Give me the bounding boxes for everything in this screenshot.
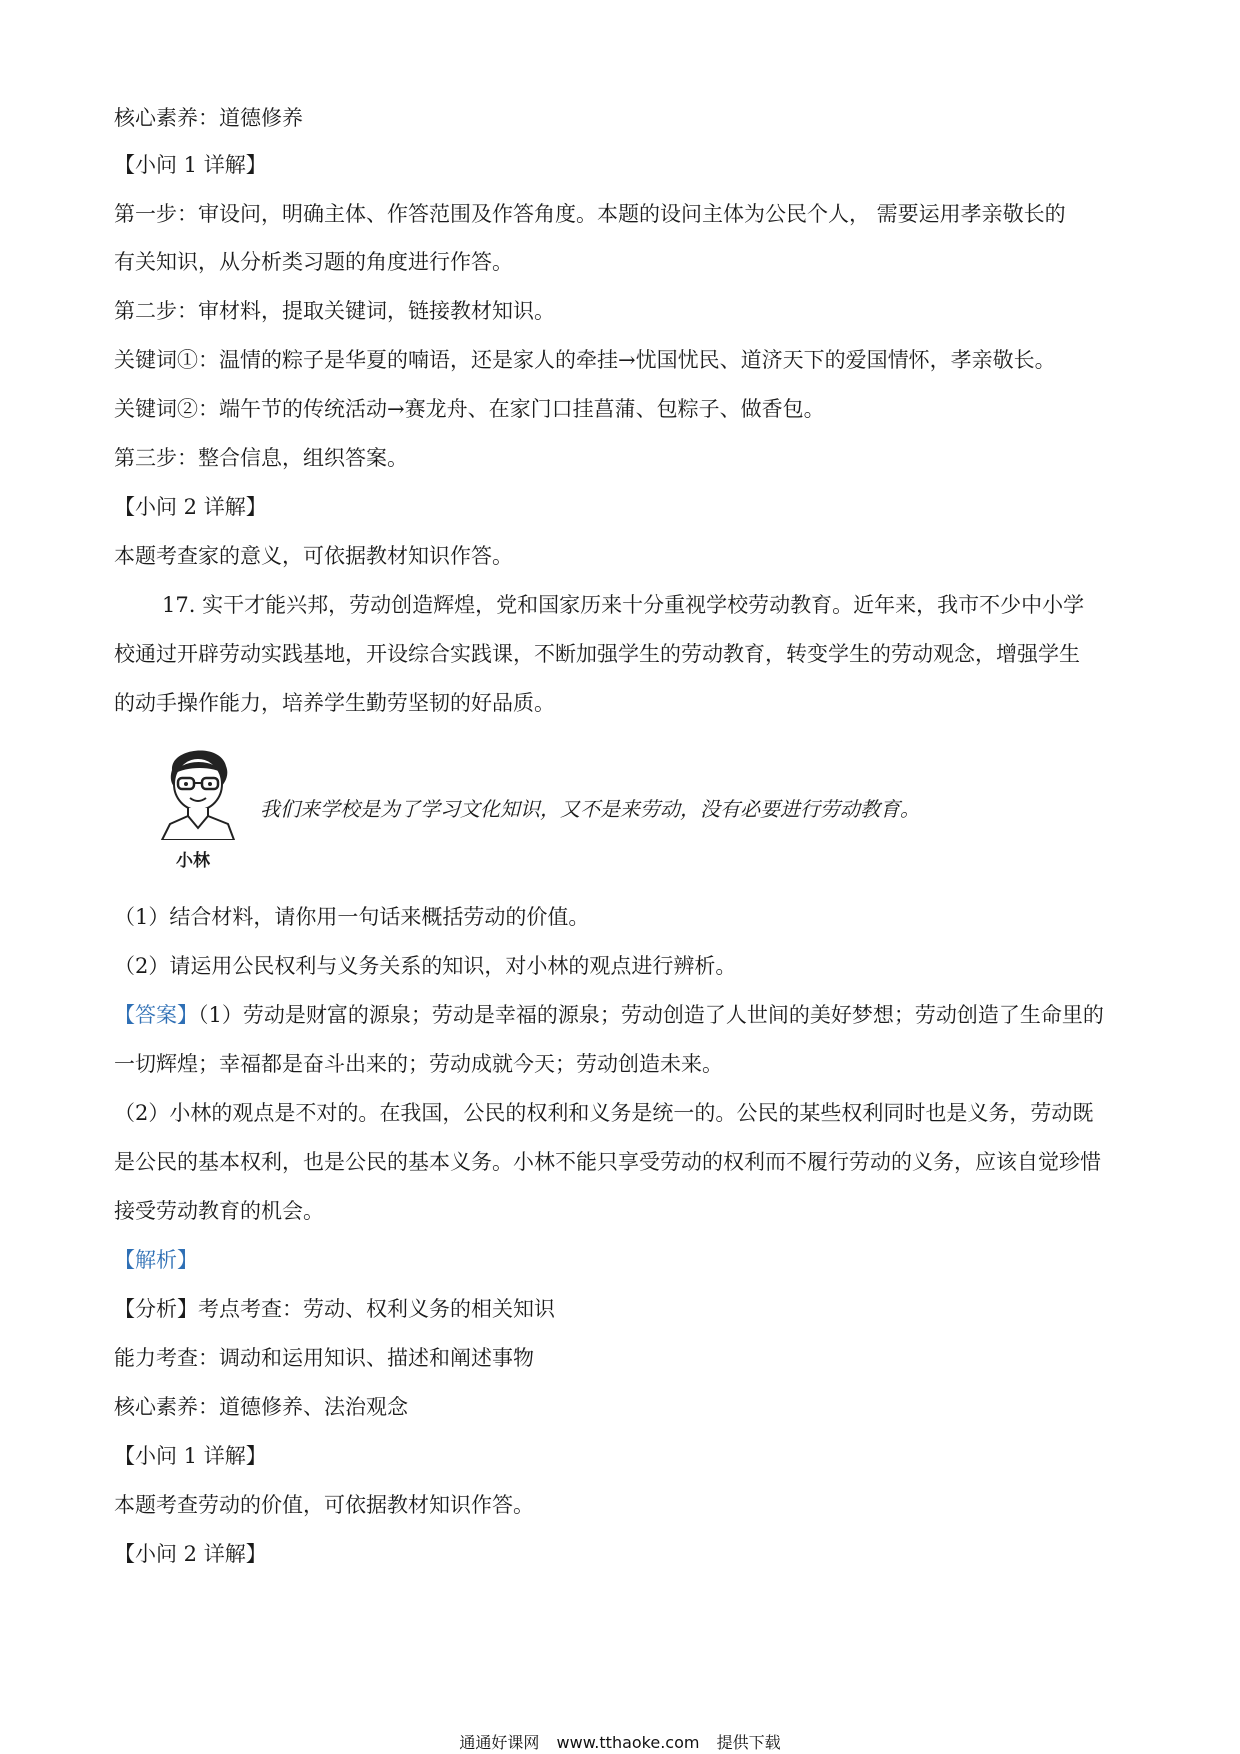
footer: [0, 1730, 1240, 1753]
footer-suffix: 提供下载: [716, 1733, 781, 1752]
answer-line-5: 接受劳动教育的机会。: [114, 1199, 324, 1223]
answer-line-4: 是公民的基本权利，也是公民的基本义务。小林不能只享受劳动的权利而不履行劳动的义务，应该自觉珍惜: [114, 1150, 1101, 1174]
answer-line-1: [114, 1000, 1104, 1030]
question-17-paragraph-line-1: 17. 实干才能兴邦，劳动创造辉煌，党和国家历来十分重视学校劳动教育。近年来，我市不少中小学: [162, 593, 1085, 617]
sub-question-2-heading: 【小问 2 详解】: [114, 495, 267, 519]
figure-caption: 小林: [176, 851, 210, 871]
answer-tag: 【答案】: [114, 1003, 198, 1027]
ability-line: 能力考查：调动和运用知识、描述和阐述事物: [114, 1346, 534, 1370]
footer-url-link[interactable]: www.tthaoke.com: [556, 1733, 700, 1752]
keyword-one-line: 关键词①：温情的粽子是华夏的喃语，还是家人的牵挂→忧国忧民、道济天下的爱国情怀，孝亲敬长。: [114, 348, 1056, 372]
question-17-paragraph-line-2: 校通过开辟劳动实践基地，开设综合实践课，不断加强学生的劳动教育，转变学生的劳动观念，增强学生: [114, 642, 1080, 666]
core-literacy-line-2: 核心素养：道德修养、法治观念: [114, 1395, 408, 1419]
sub-question-2-prompt: （2）请运用公民权利与义务关系的知识，对小林的观点进行辨析。: [114, 954, 737, 978]
xiaolin-cartoon-icon: [150, 740, 246, 840]
sub-question-1-detail-heading: 【小问 1 详解】: [114, 1444, 267, 1468]
sub-question-2-detail-heading: 【小问 2 详解】: [114, 1542, 267, 1566]
question-17-paragraph-line-3: 的动手操作能力，培养学生勤劳坚韧的好品质。: [114, 691, 555, 715]
step-three-line: 第三步：整合信息，组织答案。: [114, 446, 408, 470]
keyword-two-line: 关键词②：端午节的传统活动→赛龙舟、在家门口挂菖蒲、包粽子、做香包。: [114, 397, 825, 421]
step-one-continued: 有关知识，从分析类习题的角度进行作答。: [114, 250, 513, 274]
analysis-topic-line: 【分析】考点考查：劳动、权利义务的相关知识: [114, 1297, 555, 1321]
analysis-tag: 【解析】: [114, 1248, 198, 1272]
sub-question-1-heading: 【小问 1 详解】: [114, 153, 267, 177]
footer-site-name: 通通好课网: [459, 1733, 540, 1752]
labor-value-line: 本题考查劳动的价值，可依据教材知识作答。: [114, 1493, 534, 1517]
sub-question-1-prompt: （1）结合材料，请你用一句话来概括劳动的价值。: [114, 905, 590, 929]
step-two-line: 第二步：审材料，提取关键词，链接教材知识。: [114, 299, 555, 323]
xiaolin-speech: 我们来学校是为了学习文化知识，又不是来劳动，没有必要进行劳动教育。: [260, 797, 920, 821]
step-one-line: 第一步：审设问，明确主体、作答范围及作答角度。本题的设问主体为公民个人， 需要运用孝亲敬长的: [114, 202, 1066, 226]
home-meaning-line: 本题考查家的意义，可依据教材知识作答。: [114, 544, 513, 568]
answer-text-1: （1）劳动是财富的源泉；劳动是幸福的源泉；劳动创造了人世间的美好梦想；劳动创造了生命里的: [198, 1003, 1104, 1027]
core-literacy-line: 核心素养：道德修养: [114, 106, 303, 130]
answer-line-2: 一切辉煌；幸福都是奋斗出来的；劳动成就今天；劳动创造未来。: [114, 1052, 723, 1076]
answer-line-3: （2）小林的观点是不对的。在我国，公民的权利和义务是统一的。公民的某些权利同时也是义务，劳动既: [114, 1101, 1094, 1125]
